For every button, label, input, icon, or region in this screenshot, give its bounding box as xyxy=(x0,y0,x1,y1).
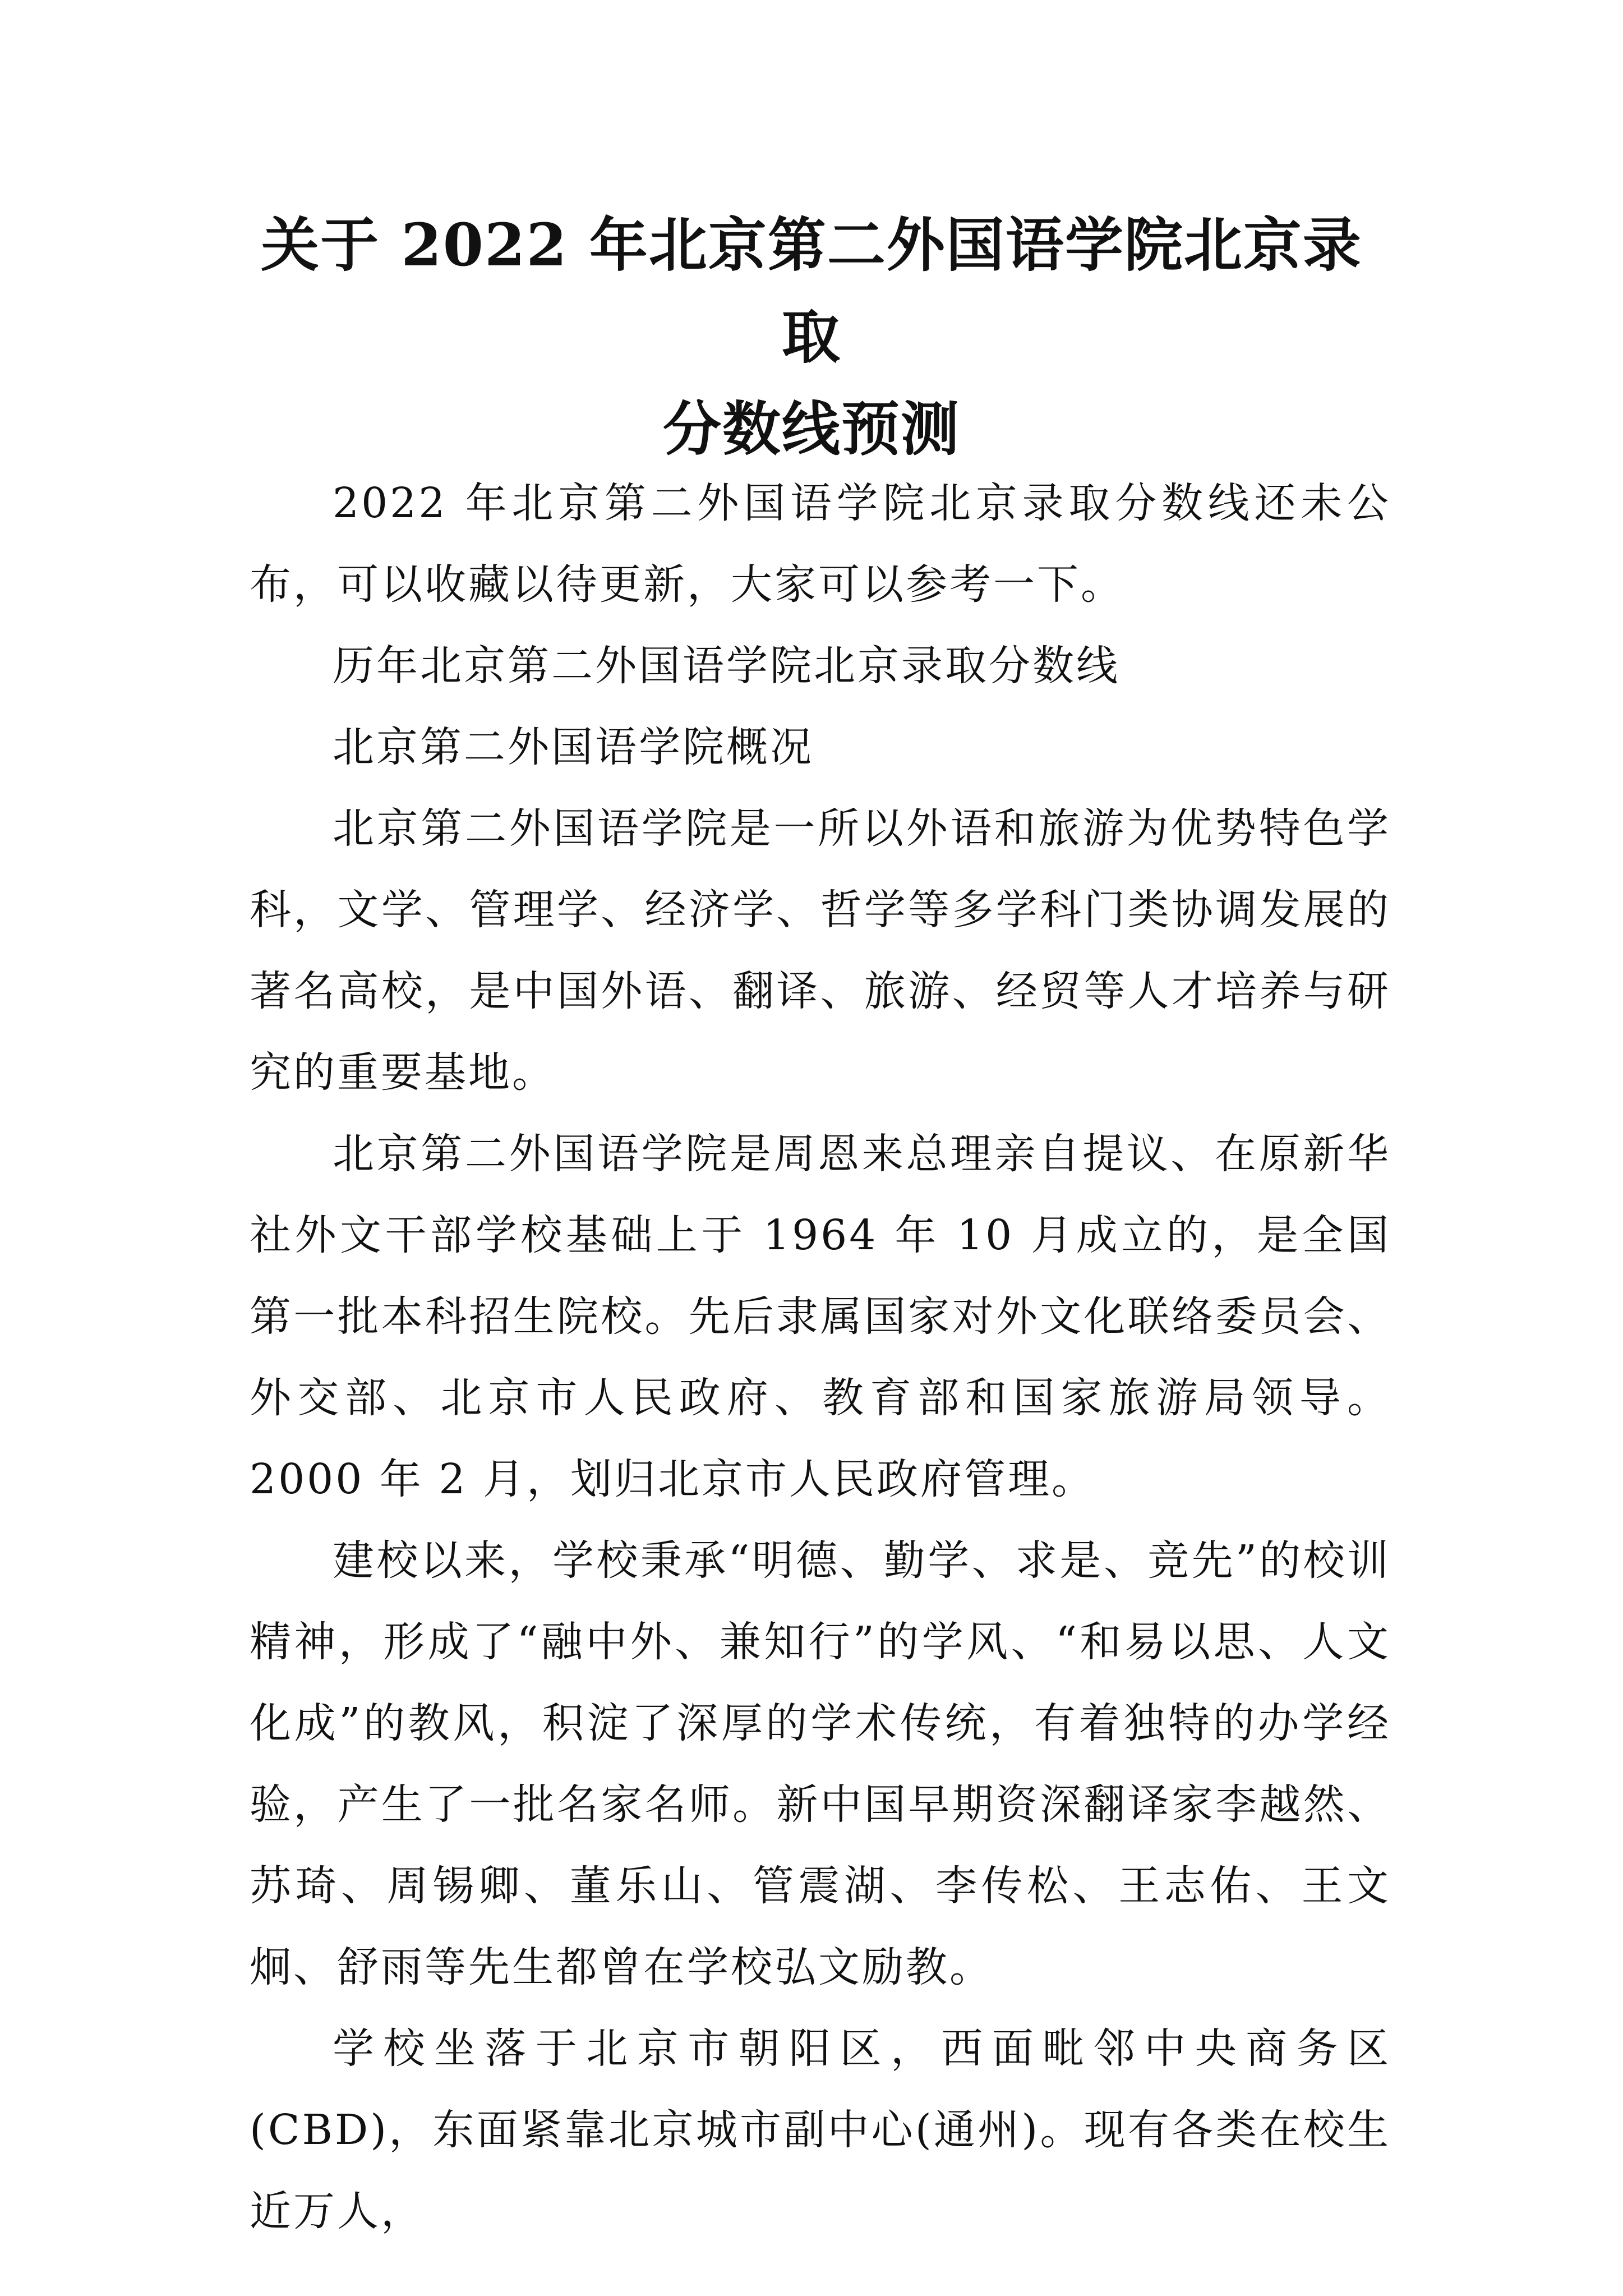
paragraph-location: 学校坐落于北京市朝阳区，西面毗邻中央商务区(CBD)，东面紧靠北京城市副中心(通州)。现有各类在校生近万人， xyxy=(250,2024,1391,2235)
paragraph-overview: 北京第二外国语学院是一所以外语和旅游为优势特色学科，文学、管理学、经济学、哲学等多学科门类协调发展的著名高校，是中国外语、翻译、旅游、经贸等人才培养与研究的重要基地。 xyxy=(250,804,1391,1097)
document-body xyxy=(250,463,1391,2252)
paragraph-intro: 2022 年北京第二外国语学院北京录取分数线还未公布，可以收藏以待更新，大家可以参考一下。 xyxy=(250,479,1391,609)
document-title xyxy=(236,199,1387,475)
title-line-2: 分数线预测 xyxy=(662,394,960,463)
paragraph-tradition: 建校以来，学校秉承“明德、勤学、求是、竞先”的校训精神，形成了“融中外、兼知行”的学风、“和易以思、人文化成”的教风，积淀了深厚的学术传统，有着独特的办学经验，产生了一批名家名师。新中国早期资深翻译家李越然、苏琦、周锡卿、董乐山、管震湖、李传松、王志佑、王文炯、舒雨等先生都曾在学校弘文励教。 xyxy=(250,1536,1391,1991)
paragraph-history-heading: 历年北京第二外国语学院北京录取分数线 xyxy=(333,642,1120,690)
paragraph-overview-heading: 北京第二外国语学院概况 xyxy=(333,723,814,771)
paragraph-founding: 北京第二外国语学院是周恩来总理亲自提议、在原新华社外文干部学校基础上于 1964 年 10 月成立的，是全国第一批本科招生院校。先后隶属国家对外文化联络委员会、外交部、北京市人民政府、教育部和国家旅游局领导。2000 年 2 月，划归北京市人民政府管理。 xyxy=(250,1130,1391,1503)
title-line-1: 关于 2022 年北京第二外国语学院北京录取 xyxy=(261,210,1362,371)
